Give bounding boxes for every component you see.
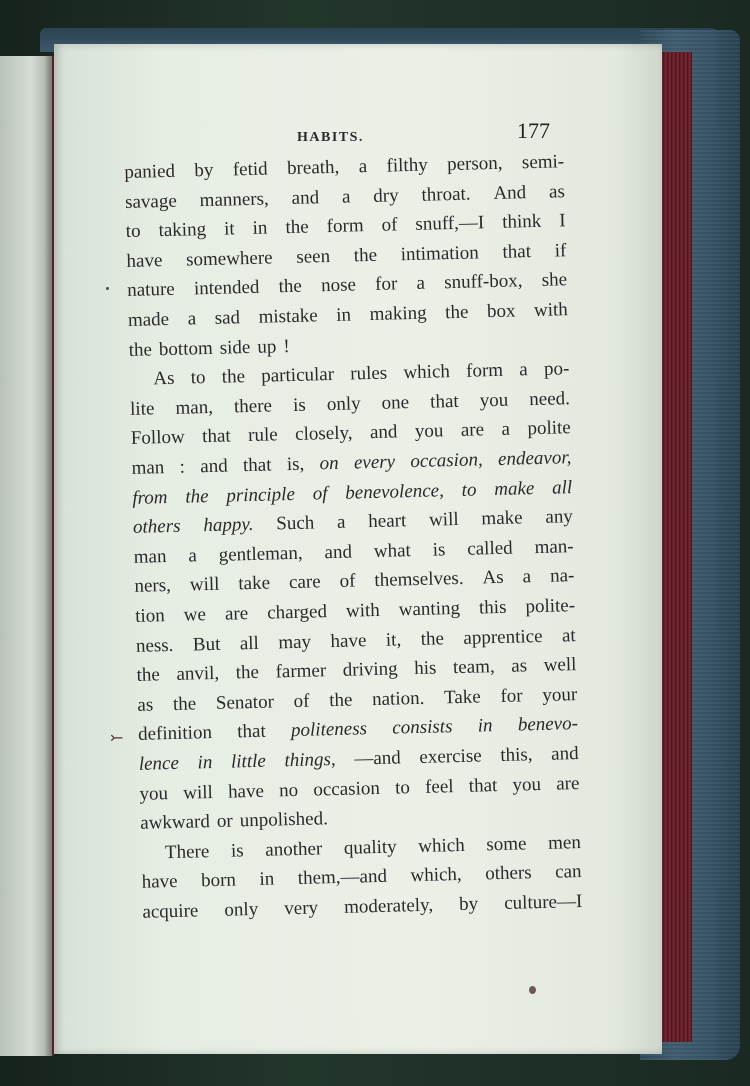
word: man, — [175, 396, 214, 419]
word: made — [127, 308, 170, 331]
word: called — [467, 537, 513, 560]
word: sad — [214, 307, 241, 329]
word: semi- — [521, 151, 565, 174]
word: man- — [534, 535, 574, 558]
word: on — [319, 452, 339, 475]
word: another — [265, 838, 323, 861]
word: —and — [354, 747, 402, 770]
word: po- — [543, 358, 570, 380]
word: form — [326, 215, 364, 238]
word: wanting — [398, 597, 461, 621]
word: one — [381, 391, 410, 414]
word: little — [230, 750, 267, 773]
word: moderately, — [343, 894, 434, 918]
word: man — [131, 457, 165, 479]
word: will — [428, 509, 459, 531]
word: will — [183, 781, 214, 804]
word: this, — [500, 744, 533, 766]
word: there — [233, 395, 273, 418]
word: the — [128, 338, 153, 361]
word: of — [339, 570, 356, 593]
word: snuff,—I — [415, 212, 485, 236]
word: it, — [385, 628, 402, 651]
word: up — [257, 335, 277, 358]
word: only — [224, 898, 259, 921]
word: nose — [320, 274, 357, 297]
word: ! — [283, 335, 290, 357]
margin-pencil-mark: ⤚ — [110, 730, 124, 747]
word: box — [486, 300, 516, 323]
word: somewhere — [185, 247, 273, 271]
word: principle — [226, 483, 296, 507]
word: in — [477, 715, 493, 737]
word: that — [468, 774, 498, 797]
word: lence — [138, 752, 180, 775]
word: which, — [410, 864, 462, 887]
word: nation. — [371, 687, 425, 710]
word: occasion, — [410, 449, 483, 473]
word: others — [132, 515, 181, 539]
word: bottom — [158, 337, 213, 360]
word: apprentice — [463, 625, 543, 649]
word: culture—I — [503, 891, 583, 914]
word: : — [179, 456, 186, 478]
word: that — [201, 425, 231, 448]
word: may — [278, 631, 312, 653]
word: or — [216, 810, 233, 833]
word: dry — [373, 184, 399, 207]
word: side — [219, 336, 251, 359]
word: them,—and — [297, 866, 388, 890]
word: lite — [129, 398, 155, 420]
word: by — [458, 893, 479, 916]
word: snuff-box, — [443, 270, 523, 294]
word: and — [199, 455, 228, 478]
word: particular — [260, 364, 335, 387]
word: happy. — [203, 514, 254, 537]
word: closely, — [294, 422, 353, 446]
word: to — [190, 367, 206, 389]
word: you — [512, 773, 542, 796]
word: Follow — [130, 426, 185, 450]
word: the — [185, 485, 209, 508]
word: that — [242, 454, 272, 477]
word: charged — [266, 601, 328, 624]
word: panied — [124, 160, 176, 183]
word: Senator — [215, 691, 275, 714]
word: you — [139, 782, 169, 805]
word: very — [284, 897, 319, 920]
word: every — [353, 451, 396, 474]
word: others — [484, 862, 532, 885]
word: politeness — [290, 718, 368, 742]
word: endeavor, — [497, 447, 572, 470]
word: in — [197, 752, 213, 774]
word: are — [555, 772, 580, 795]
word: and — [550, 743, 579, 765]
word: will — [189, 574, 220, 596]
word: quality — [343, 836, 397, 859]
word: exercise — [419, 745, 482, 768]
word: care — [288, 571, 321, 594]
word: from — [132, 486, 168, 509]
word: and — [324, 541, 353, 564]
word: some — [486, 833, 527, 856]
word: as — [548, 180, 566, 203]
word: which — [418, 834, 465, 857]
word: acquire — [142, 900, 199, 923]
word: is — [230, 840, 244, 862]
word: in — [335, 304, 352, 326]
word: make — [481, 507, 523, 530]
word: as — [511, 655, 528, 677]
word: definition — [137, 722, 213, 746]
word: at — [561, 624, 576, 647]
word: the — [444, 301, 469, 324]
word: a — [519, 359, 528, 381]
word: the — [328, 689, 353, 711]
word: have — [126, 249, 163, 272]
word: throat. — [421, 183, 471, 206]
word: if — [554, 240, 567, 262]
word: a — [358, 156, 368, 178]
word: mistake — [258, 305, 318, 328]
word: polite- — [525, 595, 576, 618]
word: she — [541, 269, 568, 292]
word: Take — [443, 686, 481, 709]
word: to — [461, 479, 477, 501]
word: that — [236, 721, 267, 743]
running-head: HABITS. — [297, 130, 364, 145]
page-edges — [660, 52, 692, 1042]
word: have — [141, 871, 178, 894]
word: for — [374, 273, 398, 296]
word: fetid — [232, 158, 268, 181]
word: I — [559, 210, 566, 232]
word: manners, — [199, 188, 270, 211]
word: all — [551, 476, 573, 499]
word: heart — [368, 510, 407, 533]
word: of — [293, 690, 310, 712]
word: his — [413, 657, 437, 680]
word: a — [501, 419, 511, 441]
word: is — [292, 394, 307, 416]
word: man — [133, 545, 167, 568]
word: which — [403, 361, 451, 384]
word: the — [285, 216, 309, 239]
word: by — [194, 159, 214, 182]
word: for — [500, 685, 523, 707]
word: tion — [134, 605, 166, 627]
word: intimation — [400, 242, 480, 266]
word: in — [252, 217, 268, 240]
word: farmer — [275, 660, 327, 683]
word: you — [414, 420, 444, 443]
word: with — [345, 599, 381, 622]
word: in — [259, 868, 275, 891]
word: savage — [124, 190, 178, 213]
word: a — [188, 545, 198, 567]
word: is, — [286, 453, 305, 476]
word: As — [153, 368, 175, 390]
word: themselves. — [374, 568, 464, 592]
word: the — [353, 244, 378, 267]
word: what — [373, 539, 412, 562]
word: There — [164, 840, 210, 863]
word: and — [291, 186, 320, 209]
word: to — [394, 776, 411, 799]
word: all — [239, 632, 260, 654]
word: benevolence, — [344, 479, 445, 504]
word: anvil, — [176, 663, 220, 686]
word: the — [278, 276, 303, 298]
word: born — [200, 869, 237, 892]
word: person, — [446, 152, 503, 176]
word: consists — [392, 716, 453, 740]
word: think — [501, 211, 542, 233]
word: taking — [158, 219, 207, 242]
word: it — [223, 218, 235, 240]
word: of — [381, 214, 398, 236]
word: have — [227, 780, 265, 803]
word: nature — [126, 279, 175, 302]
word: As — [482, 567, 504, 589]
word: gentleman, — [218, 542, 303, 566]
word: are — [460, 419, 485, 442]
word: a — [187, 308, 197, 330]
word: any — [545, 506, 574, 528]
word: polite — [527, 417, 571, 440]
word: the — [221, 366, 246, 388]
word: no — [278, 779, 299, 801]
word: the — [420, 627, 445, 650]
word: breath, — [286, 156, 340, 180]
word: But — [192, 633, 221, 656]
word: are — [224, 603, 249, 625]
page-header — [0, 118, 750, 148]
word: a — [416, 273, 426, 295]
word: Such — [275, 512, 315, 535]
word: unpolished. — [239, 808, 329, 832]
word: na- — [549, 565, 575, 588]
word: your — [542, 683, 578, 706]
word: can — [554, 861, 582, 884]
word: ness. — [135, 634, 174, 657]
word: things, — [284, 749, 336, 772]
word: rule — [247, 424, 278, 447]
word: rules — [350, 362, 388, 385]
word: make — [493, 477, 535, 500]
word: that — [429, 390, 459, 413]
word: as — [137, 694, 154, 716]
word: awkward — [140, 811, 211, 834]
word: have — [330, 629, 367, 652]
word: men — [547, 831, 582, 854]
word: you — [479, 389, 509, 412]
word: And — [493, 181, 527, 204]
word: making — [369, 302, 427, 326]
word: is — [432, 539, 446, 561]
ink-spot — [529, 986, 536, 994]
word: well — [543, 654, 577, 677]
word: need. — [529, 387, 571, 410]
word: the — [172, 693, 197, 715]
body-text — [124, 147, 593, 938]
word: form — [465, 359, 504, 382]
word: with — [533, 299, 569, 322]
word: of — [312, 482, 328, 505]
word: only — [326, 393, 361, 415]
word: we — [183, 604, 207, 626]
word: to — [125, 220, 141, 243]
word: ners, — [134, 575, 172, 598]
word: the — [235, 662, 260, 684]
word: seen — [296, 245, 331, 268]
word: occasion — [313, 777, 381, 801]
word: intended — [193, 277, 260, 300]
word: feel — [424, 775, 454, 798]
word: filthy — [386, 154, 428, 177]
ink-speck — [106, 287, 109, 290]
page-number: 177 — [517, 118, 550, 143]
word: a — [336, 511, 346, 534]
word: that — [502, 240, 532, 263]
word: team, — [452, 656, 495, 679]
word: the — [136, 664, 161, 687]
word: benevo- — [517, 713, 579, 736]
word: and — [369, 421, 398, 444]
word: this — [478, 596, 507, 619]
word: driving — [342, 658, 398, 681]
word: take — [238, 572, 271, 595]
word: a — [522, 566, 532, 588]
word: a — [341, 186, 351, 208]
